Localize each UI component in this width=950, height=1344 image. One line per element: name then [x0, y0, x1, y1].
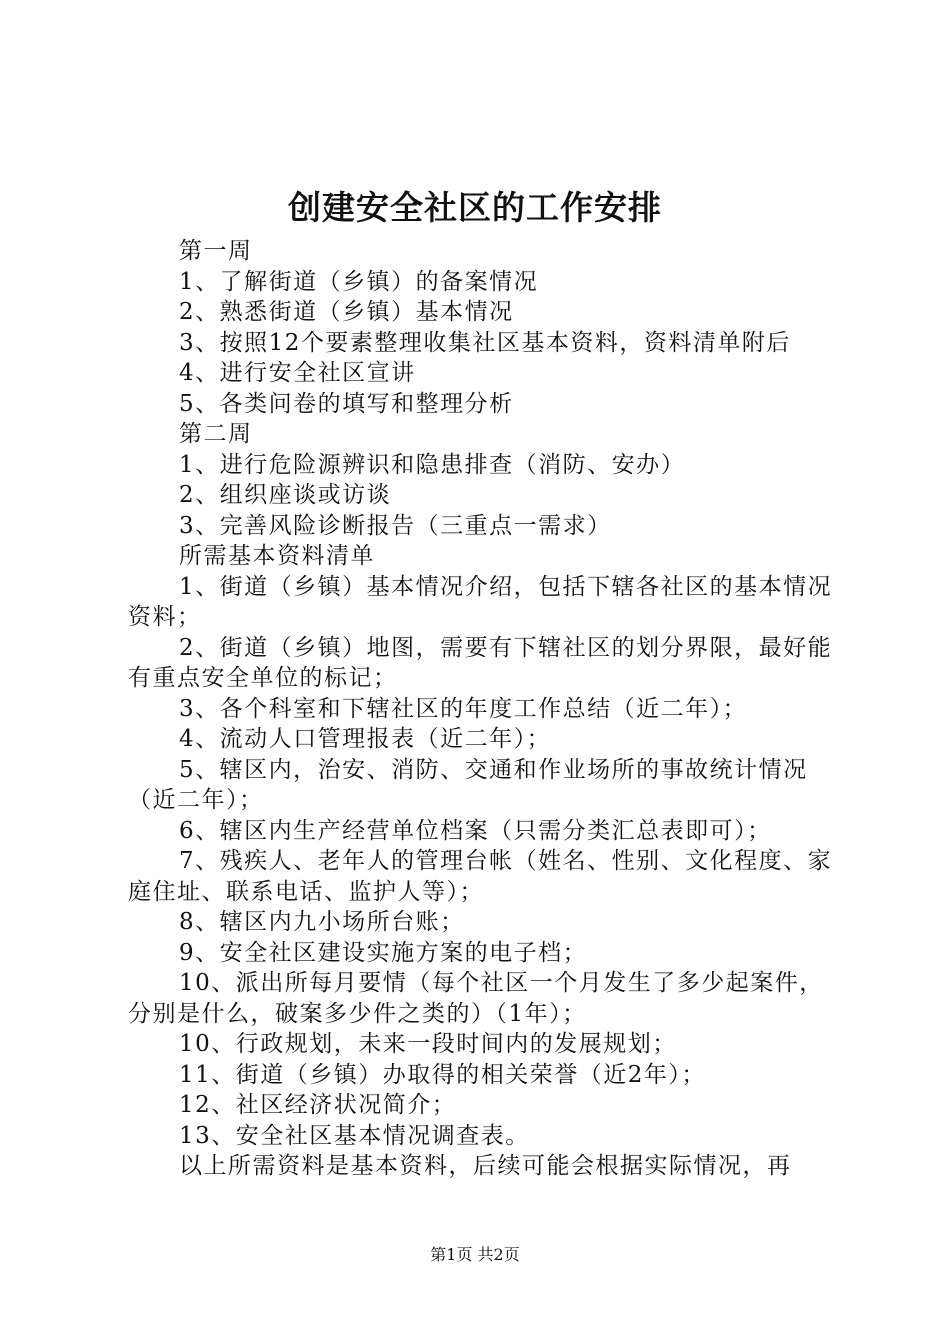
materials-item: 7、残疾人、老年人的管理台帐（姓名、性别、文化程度、家庭住址、联系电话、监护人等）； [128, 848, 833, 905]
materials-item: 1、街道（乡镇）基本情况介绍，包括下辖各社区的基本情况资料； [128, 573, 833, 630]
week2-heading: 第二周 [179, 421, 253, 447]
week1-item: 4、进行安全社区宣讲 [179, 360, 416, 386]
materials-item: 2、街道（乡镇）地图，需要有下辖社区的划分界限，最好能有重点安全单位的标记； [128, 634, 833, 691]
page-footer: 第1页 共2页 [430, 1245, 520, 1264]
materials-heading: 所需基本资料清单 [179, 543, 375, 569]
week1-item: 1、了解街道（乡镇）的备案情况 [179, 268, 539, 295]
week1-item: 2、熟悉街道（乡镇）基本情况 [179, 299, 514, 325]
week1-item: 5、各类问卷的填写和整理分析 [179, 390, 514, 417]
week2-item: 3、完善风险诊断报告（三重点一需求） [179, 512, 612, 539]
materials-item: 11、街道（乡镇）办取得的相关荣誉（近2年）； [179, 1061, 706, 1088]
week2-item: 2、组织座谈或访谈 [179, 482, 392, 508]
materials-item: 4、流动人口管理报表（近二年）； [179, 726, 552, 752]
materials-item: 3、各个科室和下辖社区的年度工作总结（近二年）； [179, 695, 748, 722]
document-body [128, 236, 838, 1182]
materials-item: 10、派出所每月要情（每个社区一个月发生了多少起案件，分别是什么，破案多少件之类的）（1年）； [128, 970, 824, 1027]
document-title: 创建安全社区的工作安排 [288, 188, 662, 227]
materials-item: 9、安全社区建设实施方案的电子档； [179, 939, 588, 966]
materials-item: 8、辖区内九小场所台账； [179, 909, 465, 935]
week1-heading: 第一周 [179, 238, 253, 264]
week2-item: 1、进行危险源辨识和隐患排查（消防、安办） [179, 451, 686, 478]
materials-item: 13、安全社区基本情况调查表。 [179, 1122, 530, 1149]
closing-paragraph: 以上所需资料是基本资料，后续可能会根据实际情况，再 [179, 1153, 792, 1179]
materials-item: 5、辖区内，治安、消防、交通和作业场所的事故统计情况（近二年）； [128, 756, 808, 813]
materials-item: 10、行政规划，未来一段时间内的发展规划； [179, 1031, 677, 1057]
week1-item: 3、按照12个要素整理收集社区基本资料，资料清单附后 [179, 329, 791, 356]
materials-item: 12、社区经济状况简介； [179, 1092, 457, 1118]
materials-item: 6、辖区内生产经营单位档案（只需分类汇总表即可）； [179, 817, 772, 844]
